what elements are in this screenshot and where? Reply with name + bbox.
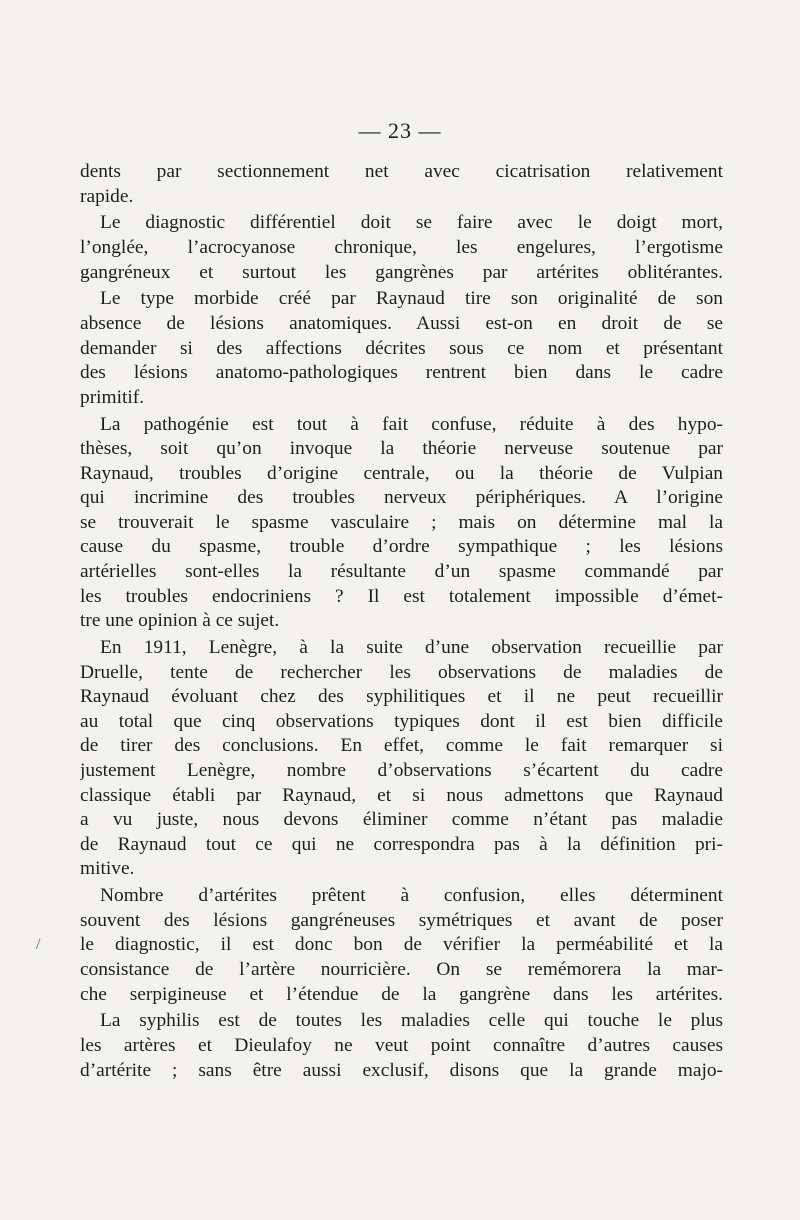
paragraph [80,884,723,1007]
text-line: Raynaud, troubles d’origine centrale, ou la théorie de Vulpian [80,462,723,484]
paragraph [80,211,723,285]
text-line: tre une opinion à ce sujet. [80,610,280,632]
text-line: les troubles endocriniens ? Il est totalement impossible d’émet- [80,585,723,607]
text-line: La pathogénie est tout à fait confuse, réduite à des hypo- [100,413,723,435]
text-line: de Raynaud tout ce qui ne correspondra pas à la définition pri- [80,833,723,855]
text-line: Druelle, tente de rechercher les observations de maladies de [80,661,723,683]
text-line: justement Lenègre, nombre d’observations s’écartent du cadre [80,760,723,781]
text-line: primitif. [80,386,145,408]
text-line: mitive. [80,858,135,880]
text-line: rapide. [80,185,134,207]
text-line: thèses, soit qu’on invoque la théorie nerveuse soutenue par [80,438,723,460]
body-text [80,160,723,1083]
text-line: Le diagnostic différentiel doit se faire avec le doigt mort, [100,212,723,234]
text-line: dents par sectionnement net avec cicatrisation relativement [80,161,723,182]
text-line: le diagnostic, il est donc bon de vérifier la perméabilité et la [80,934,723,956]
text-line: consistance de l’artère nourricière. On se remémorera la mar- [80,958,723,980]
text-line: absence de lésions anatomiques. Aussi est-on en droit de se [80,312,723,334]
paragraph [80,636,723,882]
text-line: qui incrimine des troubles nerveux périphériques. A l’origine [80,487,723,509]
text-line: l’onglée, l’acrocyanose chronique, les engelures, l’ergotisme [80,236,723,258]
text-line: che serpigineuse et l’étendue de la gangrène dans les artérites. [80,983,723,1005]
text-line: d’artérite ; sans être aussi exclusif, disons que la grande majo- [80,1059,723,1081]
margin-mark: / [36,936,41,953]
text-line: gangréneux et surtout les gangrènes par artérites oblitérantes. [80,261,723,283]
paragraph [80,287,723,410]
paragraph [80,160,723,209]
text-line: La syphilis est de toutes les maladies celle qui touche le plus [100,1010,723,1032]
text-line: Le type morbide créé par Raynaud tire son originalité de son [100,288,723,310]
text-line: au total que cinq observations typiques dont il est bien difficile [80,710,723,732]
text-line: des lésions anatomo-pathologiques rentrent bien dans le cadre [80,362,723,384]
text-line: classique établi par Raynaud, et si nous admettons que Raynaud [80,784,723,806]
text-line: de tirer des conclusions. En effet, comme le fait remarquer si [80,735,723,757]
text-line: Nombre d’artérites prêtent à confusion, elles déterminent [100,885,723,907]
text-line: demander si des affections décrites sous ce nom et présentant [80,337,723,359]
text-line: cause du spasme, trouble d’ordre sympathique ; les lésions [80,536,723,558]
text-line: artérielles sont-elles la résultante d’un spasme commandé par [80,561,723,583]
paragraph [80,413,723,634]
text-line: En 1911, Lenègre, à la suite d’une observation recueillie par [100,637,723,659]
page-number: — 23 — [358,118,442,143]
text-line: souvent des lésions gangréneuses symétriques et avant de poser [80,909,723,931]
text-line: Raynaud évoluant chez des syphilitiques et il ne peut recueillir [80,686,723,708]
paragraph [80,1009,723,1083]
text-line: a vu juste, nous devons éliminer comme n’étant pas maladie [80,809,723,831]
text-line: les artères et Dieulafoy ne veut point connaître d’autres causes [80,1034,723,1056]
text-line: se trouverait le spasme vasculaire ; mais on détermine mal la [80,511,723,533]
